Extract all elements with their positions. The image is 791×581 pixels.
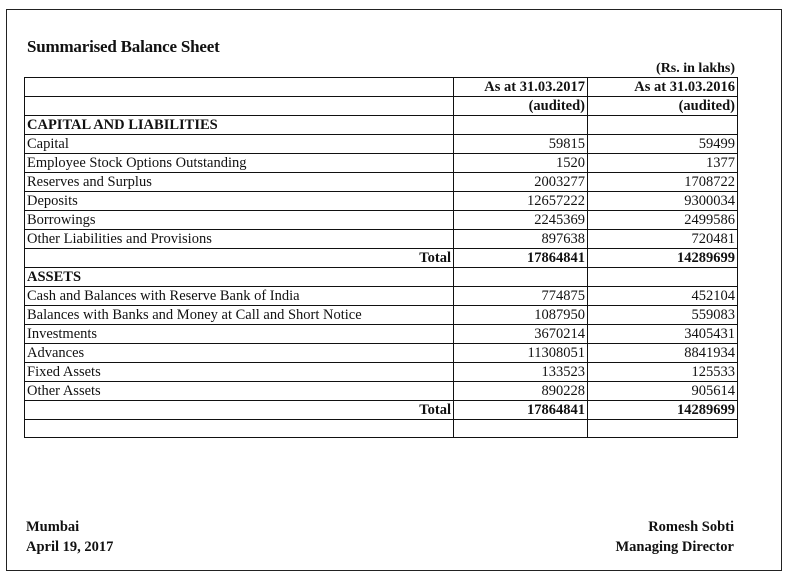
blank-row	[25, 420, 738, 438]
row-value-previous: 8841934	[588, 344, 738, 363]
row-value-previous: 59499	[588, 135, 738, 154]
table-row	[25, 363, 738, 382]
row-value-current: 1520	[454, 154, 588, 173]
row-label: Balances with Banks and Money at Call and Short Notice	[25, 306, 454, 325]
empty-cell	[588, 420, 738, 438]
empty-cell	[588, 116, 738, 135]
total-row-liabilities	[25, 249, 738, 268]
table-row	[25, 325, 738, 344]
document-title: Summarised Balance Sheet	[27, 37, 220, 56]
column-subheader-current: (audited)	[454, 97, 588, 116]
total-current: 17864841	[454, 401, 588, 420]
row-value-current: 774875	[454, 287, 588, 306]
place-date-block	[26, 517, 113, 557]
subheader-row	[25, 97, 738, 116]
table-row	[25, 287, 738, 306]
empty-cell	[454, 420, 588, 438]
row-label: Employee Stock Options Outstanding	[25, 154, 454, 173]
header-row	[25, 78, 738, 97]
row-label: Other Liabilities and Provisions	[25, 230, 454, 249]
date: April 19, 2017	[26, 539, 114, 555]
section-heading: ASSETS	[25, 268, 454, 287]
total-label: Total	[25, 249, 454, 268]
row-value-previous: 905614	[588, 382, 738, 401]
total-previous: 14289699	[588, 249, 738, 268]
table-row	[25, 154, 738, 173]
empty-cell	[588, 268, 738, 287]
row-value-current: 59815	[454, 135, 588, 154]
row-value-previous: 125533	[588, 363, 738, 382]
signatory-block	[615, 517, 734, 557]
unit-note: (Rs. in lakhs)	[656, 61, 735, 76]
total-row-assets	[25, 401, 738, 420]
row-value-current: 12657222	[454, 192, 588, 211]
assets-rows	[25, 287, 738, 401]
section-heading: CAPITAL AND LIABILITIES	[25, 116, 454, 135]
column-header-current: As at 31.03.2017	[454, 78, 588, 97]
row-value-current: 2003277	[454, 173, 588, 192]
row-label: Investments	[25, 325, 454, 344]
signatory-name: Romesh Sobti	[648, 519, 734, 535]
column-subheader-previous: (audited)	[588, 97, 738, 116]
table-row	[25, 344, 738, 363]
table-row	[25, 135, 738, 154]
row-value-previous: 1708722	[588, 173, 738, 192]
total-label: Total	[25, 401, 454, 420]
subheader-blank-cell	[25, 97, 454, 116]
row-value-previous: 720481	[588, 230, 738, 249]
signatory-title: Managing Director	[615, 539, 734, 555]
row-label: Cash and Balances with Reserve Bank of India	[25, 287, 454, 306]
row-value-previous: 1377	[588, 154, 738, 173]
row-label: Fixed Assets	[25, 363, 454, 382]
row-value-previous: 9300034	[588, 192, 738, 211]
table-row	[25, 173, 738, 192]
place: Mumbai	[26, 519, 80, 535]
row-value-current: 133523	[454, 363, 588, 382]
table-row	[25, 211, 738, 230]
row-label: Borrowings	[25, 211, 454, 230]
empty-cell	[454, 116, 588, 135]
total-current: 17864841	[454, 249, 588, 268]
row-label: Reserves and Surplus	[25, 173, 454, 192]
row-label: Advances	[25, 344, 454, 363]
row-value-previous: 3405431	[588, 325, 738, 344]
total-previous: 14289699	[588, 401, 738, 420]
table-row	[25, 192, 738, 211]
row-label: Deposits	[25, 192, 454, 211]
empty-cell	[454, 268, 588, 287]
row-label: Capital	[25, 135, 454, 154]
table-row	[25, 382, 738, 401]
row-value-current: 890228	[454, 382, 588, 401]
header-blank-cell	[25, 78, 454, 97]
empty-cell	[25, 420, 454, 438]
column-header-previous: As at 31.03.2016	[588, 78, 738, 97]
row-value-current: 3670214	[454, 325, 588, 344]
row-value-previous: 452104	[588, 287, 738, 306]
section-row-liabilities	[25, 116, 738, 135]
row-value-current: 897638	[454, 230, 588, 249]
row-value-current: 1087950	[454, 306, 588, 325]
row-value-current: 11308051	[454, 344, 588, 363]
table-row	[25, 230, 738, 249]
balance-sheet-table	[24, 77, 738, 438]
row-label: Other Assets	[25, 382, 454, 401]
row-value-current: 2245369	[454, 211, 588, 230]
table-row	[25, 306, 738, 325]
liabilities-rows	[25, 135, 738, 249]
row-value-previous: 559083	[588, 306, 738, 325]
row-value-previous: 2499586	[588, 211, 738, 230]
section-row-assets	[25, 268, 738, 287]
